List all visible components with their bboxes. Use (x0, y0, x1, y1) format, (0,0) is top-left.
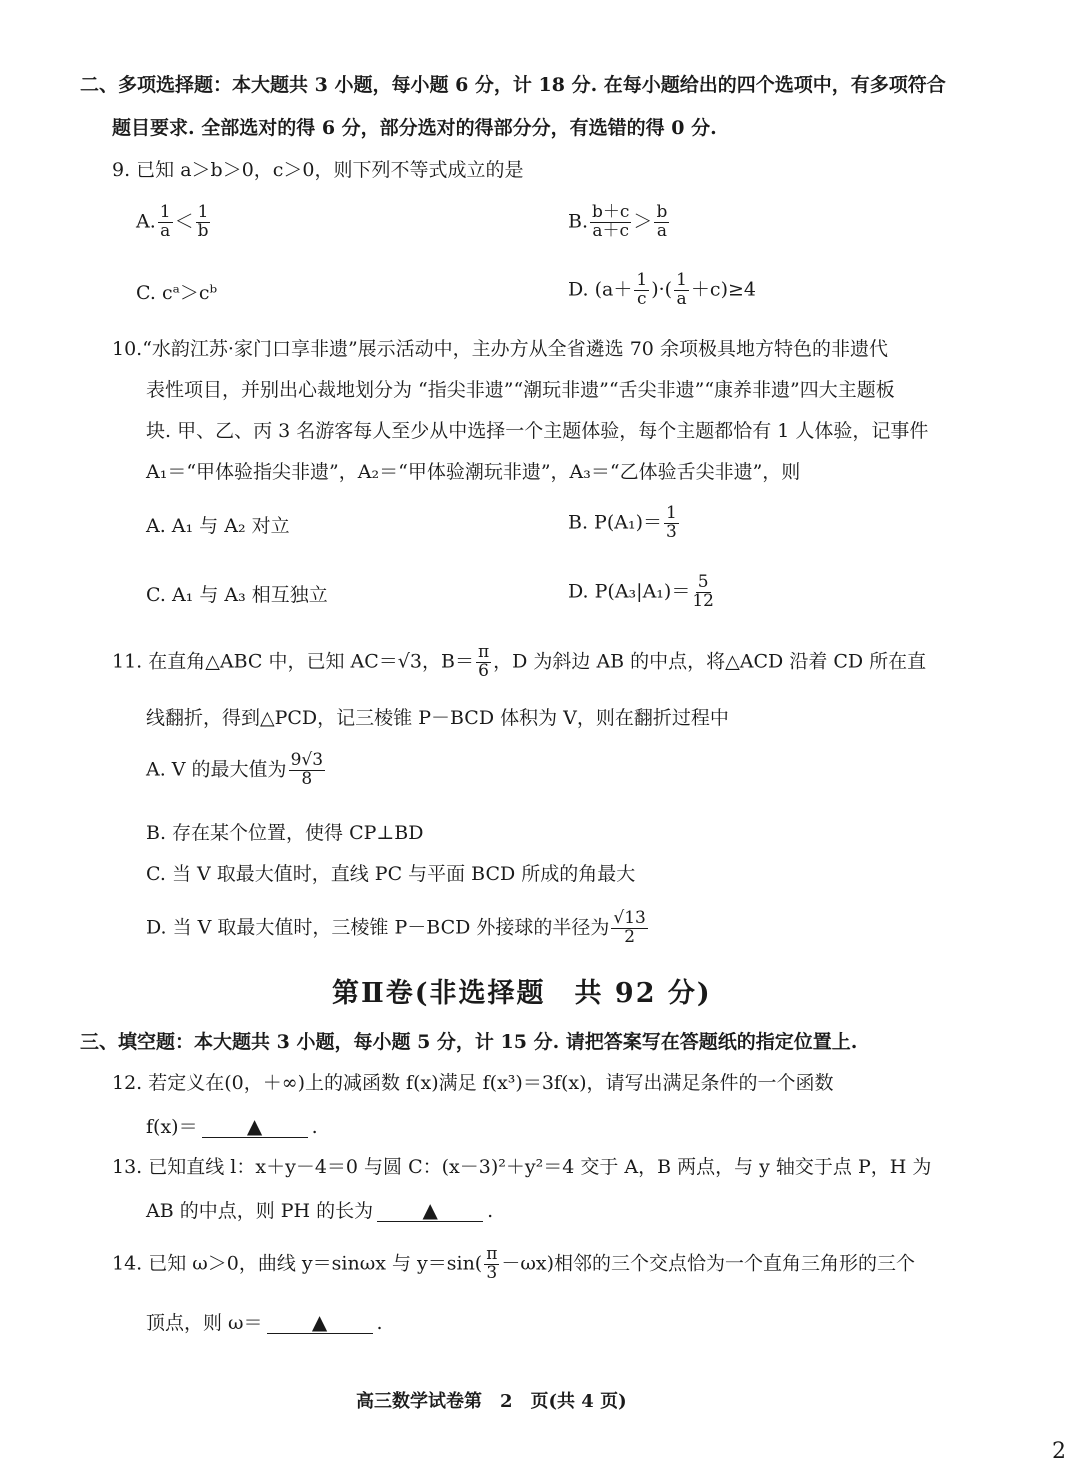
q9-option-a: A. $\frac{1}{a}$ ＜ $\frac{1}{b}$ (136, 202, 209, 241)
q13-stem: 13. 已知直线 l：x＋y－4＝0 与圆 C：(x－3)²＋y²＝4 交于 A，B 两点，与 y 轴交于点 P，H 为 (112, 1156, 932, 1178)
fraction: $\frac{1}{c}$ (636, 270, 648, 309)
part2-title: 第Ⅱ卷(非选择题 共 92 分) (332, 978, 712, 1009)
q13-answer-line: AB 的中点，则 PH 的长为 ▲ . (146, 1198, 494, 1222)
fraction: $\frac{\pi}{6}$ (477, 642, 490, 681)
triangle-icon: ▲ (246, 1114, 263, 1138)
q9-stem: 9. 已知 a＞b＞0，c＞0，则下列不等式成立的是 (112, 159, 524, 181)
q9-option-c: C. cᵃ＞cᵇ (136, 282, 218, 304)
fraction: $\frac{b+c}{a+c}$ (592, 202, 630, 241)
fraction: $\frac{5}{12}$ (692, 572, 714, 611)
fraction: $\frac{b}{a}$ (656, 202, 668, 241)
section2-heading: 二、多项选择题：本大题共 3 小题，每小题 6 分，计 18 分. 在每小题给出的四个选项中，有多项符合 (80, 74, 946, 96)
q11-stem-line2: 线翻折，得到△PCD，记三棱锥 P－BCD 体积为 V，则在翻折过程中 (146, 707, 729, 729)
q9-option-b: B. $\frac{b+c}{a+c}$ ＞ $\frac{b}{a}$ (568, 202, 668, 241)
triangle-icon: ▲ (311, 1310, 328, 1334)
q10-stem-line2: 表性项目，并别出心裁地划分为 “指尖非遗”“潮玩非遗”“舌尖非遗”“康养非遗”四大主题板 (146, 379, 895, 401)
q10-option-c: C. A₁ 与 A₃ 相互独立 (146, 584, 328, 606)
fraction: $\frac{√13}{2}$ (613, 908, 646, 947)
q14-answer-line: 顶点，则 ω＝ ▲ . (146, 1310, 383, 1334)
section2-heading-cont: 题目要求. 全部选对的得 6 分，部分选对的得部分分，有选错的得 0 分. (112, 117, 717, 139)
fraction: $\frac{1}{a}$ (159, 202, 171, 241)
fraction: $\frac{9√3}{8}$ (290, 750, 324, 789)
q11-option-a: A. V 的最大值为 $\frac{9√3}{8}$ (146, 750, 324, 789)
q9-option-d: D. (a＋ $\frac{1}{c}$ )·( $\frac{1}{a}$ ＋c)≥4 (568, 270, 756, 309)
q12-answer-line: f(x)＝ ▲ . (146, 1114, 318, 1138)
q11-option-d: D. 当 V 取最大值时，三棱锥 P－BCD 外接球的半径为 $\frac{√13}{2}$ (146, 908, 646, 947)
answer-blank[interactable] (267, 1312, 373, 1334)
q14-stem-line1: 14. 已知 ω＞0，曲线 y＝sinωx 与 y＝sin( $\frac{\pi}{3}$ －ωx)相邻的三个交点恰为一个直角三角形的三个 (112, 1244, 916, 1283)
fraction: $\frac{1}{3}$ (666, 503, 677, 542)
page-footer: 高三数学试卷第 2 页(共 4 页) (356, 1391, 627, 1412)
fraction: $\frac{\pi}{3}$ (486, 1244, 498, 1283)
q11-stem-line1: 11. 在直角△ABC 中，已知 AC＝√3，B＝ $\frac{\pi}{6}$ ，D 为斜边 AB 的中点，将△ACD 沿着 CD 所在直 (112, 642, 927, 681)
page-corner-number: 2 (1052, 1439, 1066, 1464)
q10-option-b: B. P(A₁)＝ $\frac{1}{3}$ (568, 503, 677, 542)
q10-option-a: A. A₁ 与 A₂ 对立 (146, 515, 290, 537)
q12-stem: 12. 若定义在(0，＋∞)上的减函数 f(x)满足 f(x³)＝3f(x)，请写出满足条件的一个函数 (112, 1072, 834, 1094)
q10-stem-line4: A₁＝“甲体验指尖非遗”，A₂＝“甲体验潮玩非遗”，A₃＝“乙体验舌尖非遗”，则 (146, 461, 801, 483)
answer-blank[interactable] (377, 1200, 483, 1222)
q10-stem-line1: 10.“水韵江苏·家门口享非遗”展示活动中，主办方从全省遴选 70 余项极具地方特色的非遗代 (112, 338, 888, 360)
answer-blank[interactable] (202, 1116, 308, 1138)
q11-option-c: C. 当 V 取最大值时，直线 PC 与平面 BCD 所成的角最大 (146, 863, 636, 885)
q10-stem-line3: 块. 甲、乙、丙 3 名游客每人至少从中选择一个主题体验，每个主题都恰有 1 人体验，记事件 (146, 420, 929, 442)
q10-option-d: D. P(A₃|A₁)＝ $\frac{5}{12}$ (568, 572, 714, 611)
section3-heading: 三、填空题：本大题共 3 小题，每小题 5 分，计 15 分. 请把答案写在答题纸的指定位置上. (80, 1031, 858, 1053)
fraction: $\frac{1}{a}$ (676, 270, 687, 309)
option-label: A. (136, 210, 156, 233)
q11-option-b: B. 存在某个位置，使得 CP⊥BD (146, 822, 424, 844)
triangle-icon: ▲ (422, 1198, 438, 1222)
fraction: $\frac{1}{b}$ (197, 202, 209, 241)
option-label: B. (568, 210, 589, 233)
